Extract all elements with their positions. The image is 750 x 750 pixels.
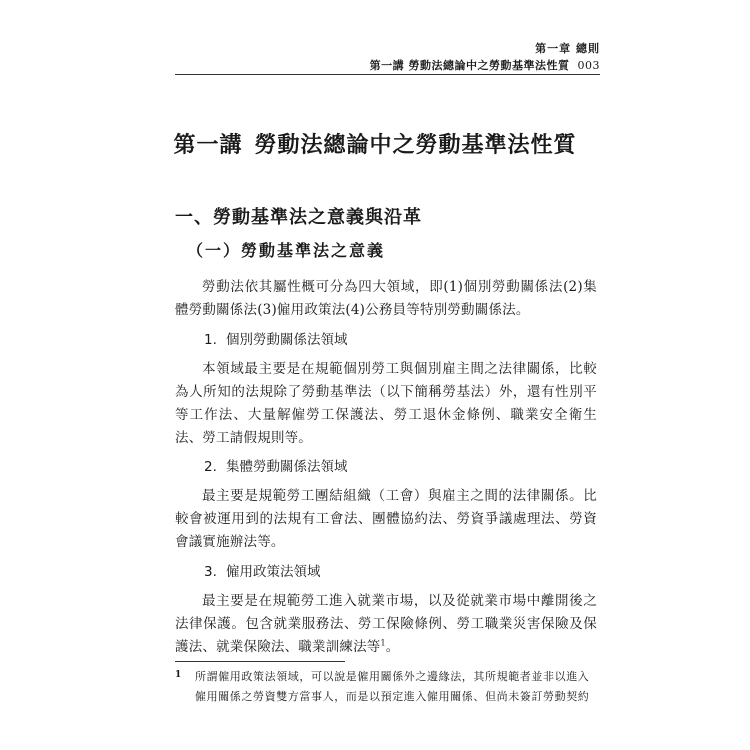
footnote-mark: 1 [175, 670, 182, 680]
lecture-number: 第一講 [173, 132, 243, 158]
footnote [175, 667, 597, 707]
item-heading-1 [204, 328, 348, 348]
item-title-1: 個別勞動關係法領域 [226, 332, 348, 348]
intro-paragraph: 勞動法依其屬性概可分為四大領域，即(1)個別勞動關係法(2)集體勞動關係法(3)僱用政策法(4)公務員等特別勞動關係法。 [175, 279, 597, 318]
section-heading: 一、勞動基準法之意義與沿革 [175, 207, 422, 228]
lecture-title [150, 128, 600, 159]
footnote-divider [175, 661, 345, 662]
subsection-heading: （一）勞動基準法之意義 [187, 241, 386, 260]
running-header-lecture [370, 57, 600, 73]
lecture-title-text: 勞動法總論中之勞動基準法性質 [254, 132, 577, 158]
item-title-2: 集體勞動關係法領域 [226, 459, 348, 475]
item-body-3-text: 最主要是在規範勞工進入就業市場，以及從就業市場中離開後之法律保護。包含就業服務法、勞工保險條例、勞工職業災害保險及保護法、就業保險法、職業訓練法等 [175, 593, 597, 655]
running-header-lecture-title: 第一講 勞動法總論中之勞動基準法性質 [369, 59, 570, 72]
footnote-reference[interactable]: 1 [380, 638, 386, 648]
item-title-3: 僱用政策法領域 [226, 564, 321, 580]
item-heading-3 [204, 560, 321, 580]
item-body-1: 本領域最主要是在規範個別勞工與個別雇主間之法律關係，比較為人所知的法規除了勞動基準法（以下簡稱勞基法）外，還有性別平等工作法、大量解僱勞工保護法、勞工退休金條例、職業安全衛生法、勞工請假規則等。 [175, 361, 597, 446]
item-number-3: 3. [204, 564, 217, 580]
item-body-3: 最主要是在規範勞工進入就業市場，以及從就業市場中離開後之法律保護。包含就業服務法、勞工保險條例、勞工職業災害保險及保護法、就業保險法、職業訓練法等$^1$。 [175, 593, 597, 655]
footnote-line-2: 僱用關係之勞資雙方當事人，而是以預定進入僱用關係、但尚未簽訂勞動契約 [195, 690, 590, 703]
footnote-line-1: 所謂僱用政策法領域，可以說是僱用關係外之邊緣法，其所規範者並非以進入 [195, 670, 590, 683]
page-number: 003 [577, 59, 600, 72]
item-body-2: 最主要是規範勞工團結組織（工會）與雇主之間的法律關係。比較會被運用到的法規有工會法、團體協約法、勞資爭議處理法、勞資會議實施辦法等。 [175, 488, 597, 550]
running-header-chapter: 第一章 總則 [535, 42, 600, 55]
item-number-1: 1. [204, 332, 217, 348]
header-divider [175, 74, 600, 75]
item-heading-2 [204, 455, 348, 475]
item-number-2: 2. [204, 459, 217, 475]
